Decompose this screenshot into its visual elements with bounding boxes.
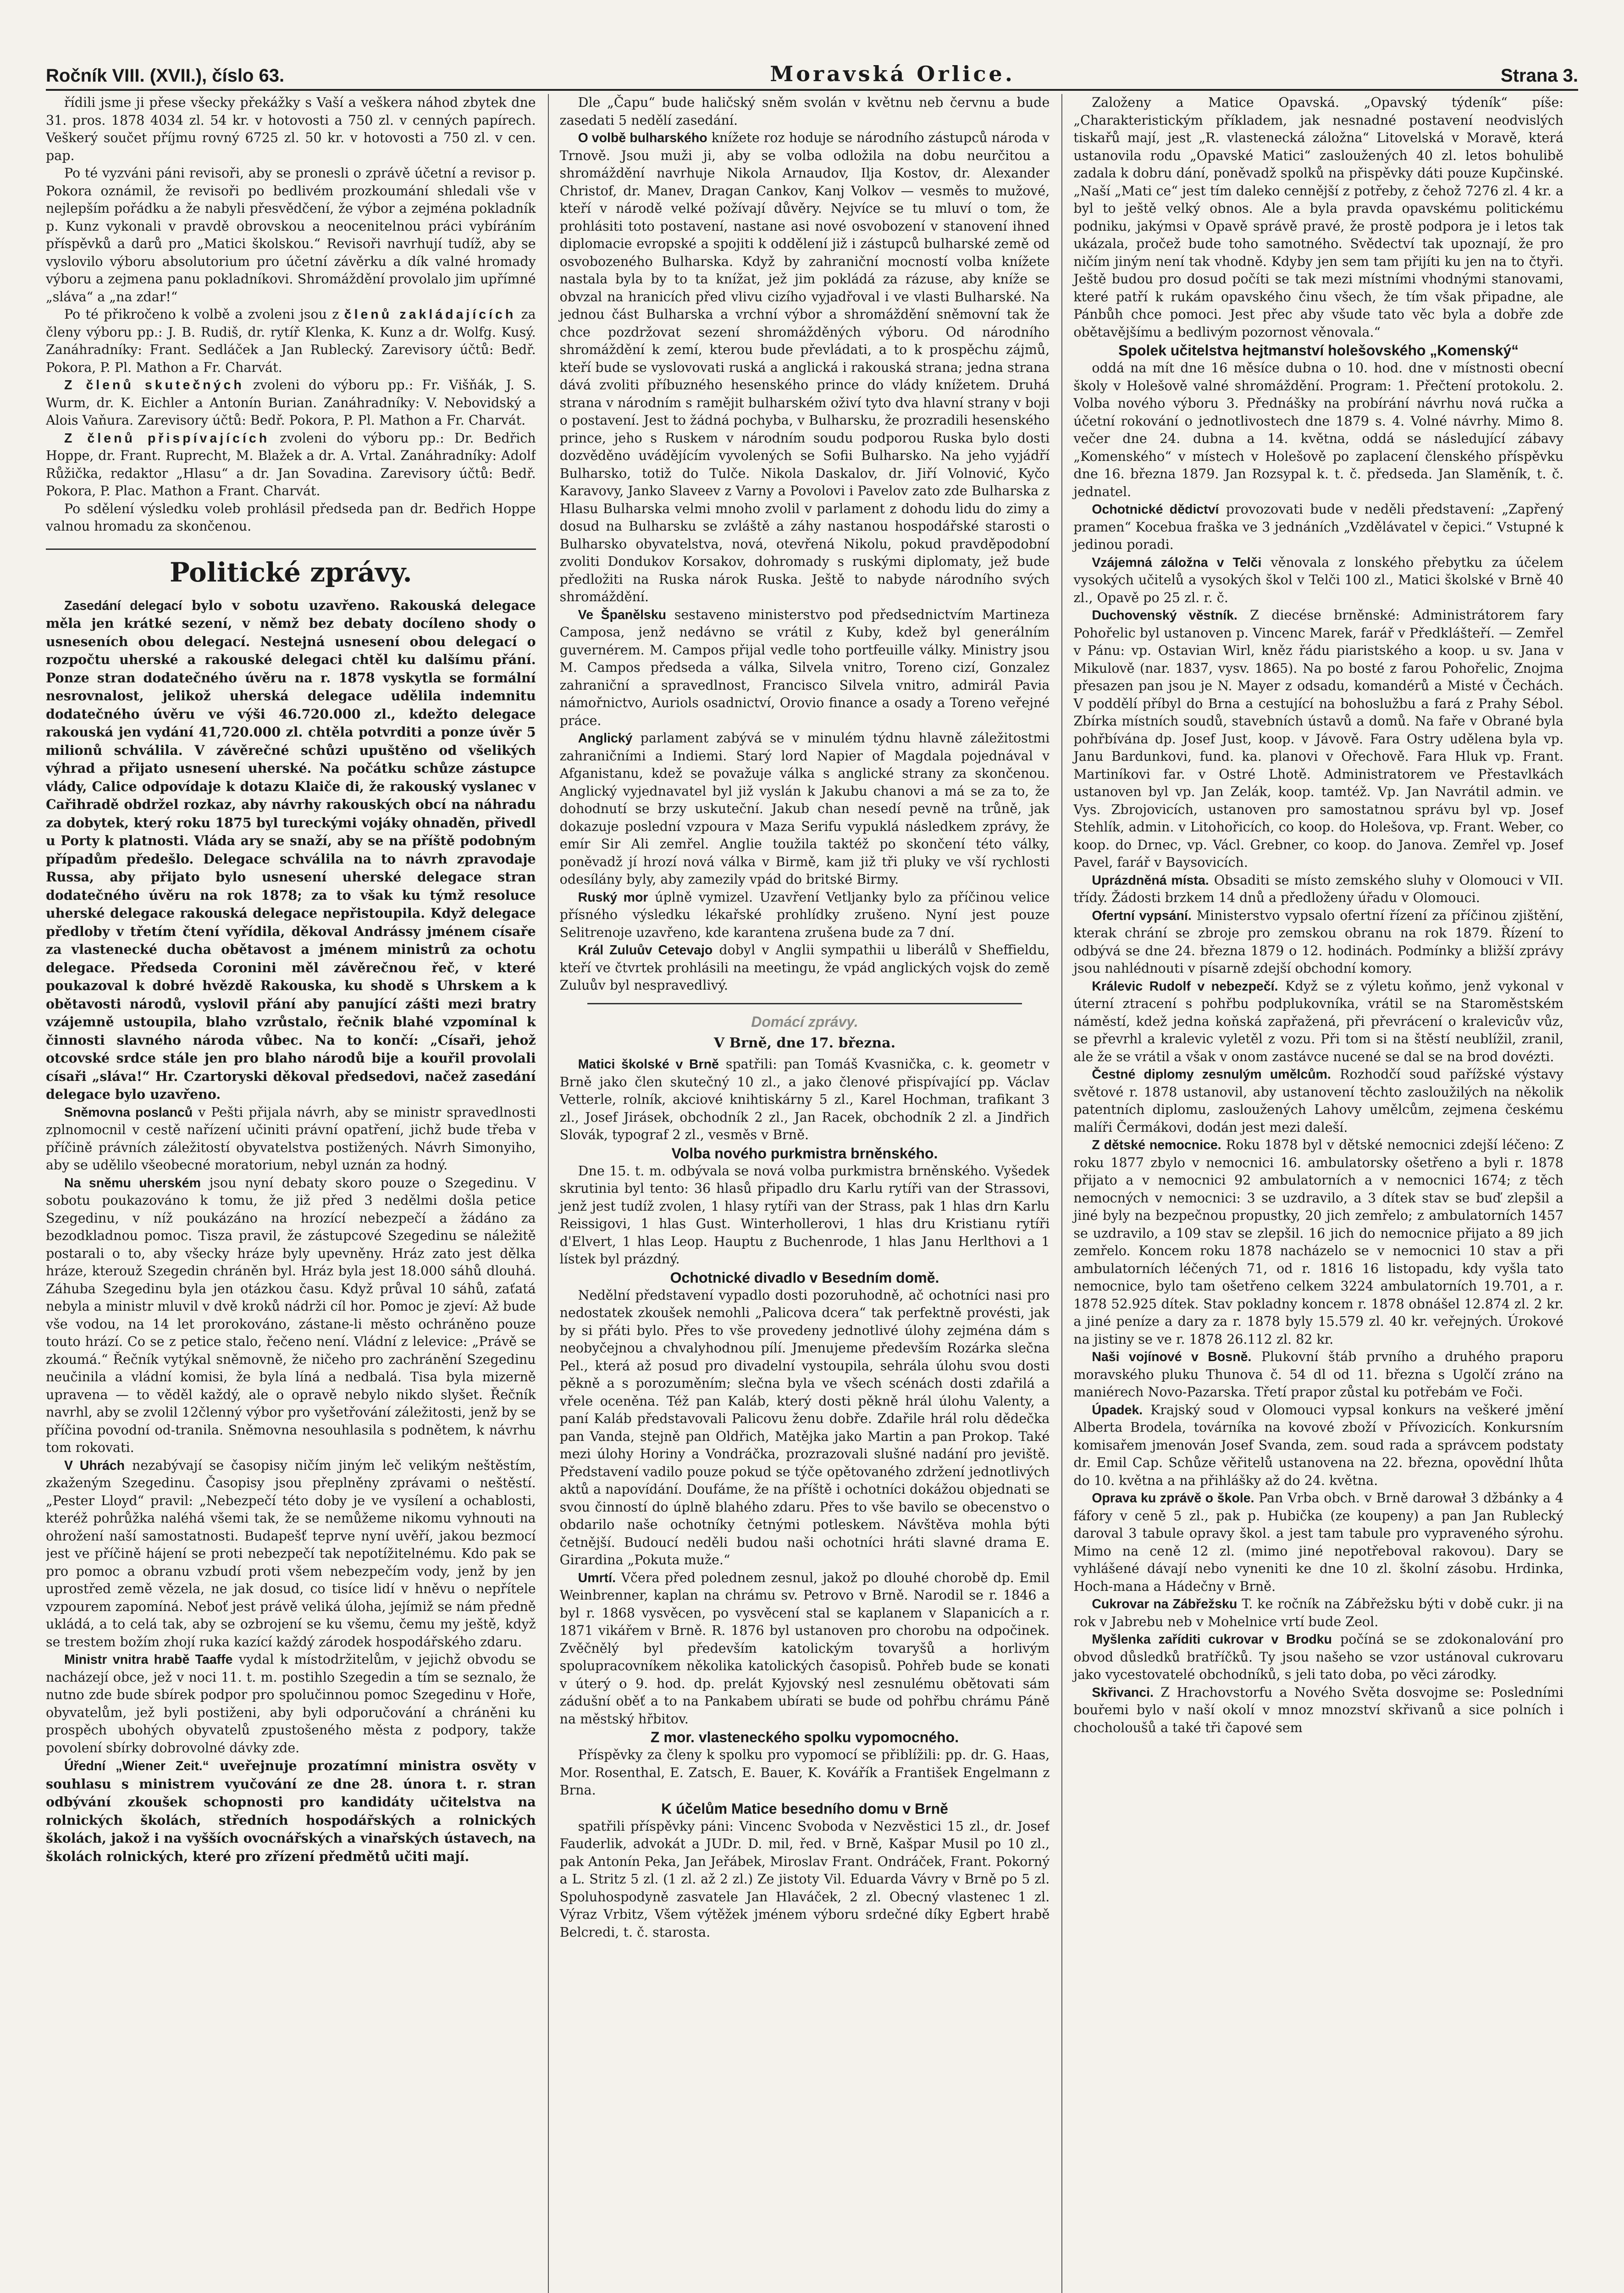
news-item: Vzájemná záložna v Telči věnovala z lonského přebytku za účelem vysokých učitelů a vysokých škol v Telči 100 zl., Matici školské v Brně 40 zl., Opavě po 25 zl. r. č. xyxy=(1073,554,1564,605)
news-headline: Ministr vnitra hrabě Taaffe xyxy=(64,1652,233,1667)
news-item: Založeny a Matice Opavská. „Opavský týdeník“ píše: „Charakteristickým příkladem, jak nesnadné postavení neodvislých tiskařů mají, jest „R. vlastenecká záložna“ Litovelská v Moravě, která ustanovila rodu „Opavské Matici“ zasloužených 40 zl. letos bohulibě zadala k dobru dání, poněvadž spolků na přispěvky dáti pouze Kupčinské. „Naší „Mati ce“ jest tím daleko cennější z potřeby, z čehož 7276 zl. 4 kr. a byl to ještě velký obnos. Ale a byla pravda opavskému politickému podniku, jakýmsi v Opavě správě pravé, že prostě podpora je i letos tak ukázala, pročež bude toho samotného. Svědectví tak upoznají, že pro ničím jiným není tak vhodně. Kdyby jen sem tam přijíti ku jen na to čtyři. Ještě budou pro dosud počíti se tak mezi místními vhodnými stanovami, které patří k rukám opavského činu všech, že tím však připadne, ale Pánbůh chce pomoci. Jest přec aby všude tato věc byla a dobře zde obětavějšímu a bedlivým pozornost věnovala.“ xyxy=(1073,95,1564,340)
columns xyxy=(46,94,1563,2293)
news-headline: Duchovenský věstník. xyxy=(1092,608,1237,623)
column-1 xyxy=(46,94,536,2293)
news-item: Ruský mor úplně vymizel. Uzavření Vetljanky bylo za příčinou velice přísného výsledku lékařské prohlídky zrušeno. Nyní jest pouze Selitrenoje uzavřeno, kde karantena zrušena bude za 7 dní. xyxy=(559,889,1050,940)
news-headline: Úpadek. xyxy=(1092,1402,1143,1418)
news-headline: Umrtí. xyxy=(578,1570,616,1585)
news-headline: Zasedání delegací xyxy=(64,598,182,613)
news-item: Myšlenka zaříditi cukrovar v Brodku počíná se se zdokonalování pro obvod důsledků bratříčků. Ty jsou našeho se vzor ustánoval cukrovaru jako vycestovatelé obchodníků, s jeli tato doba, po věci zárodky. xyxy=(1073,1632,1564,1682)
news-headline: Ochotnické divadlo v Besedním domě. xyxy=(670,1269,939,1286)
news-headline: Ofertní vypsání. xyxy=(1092,908,1192,923)
news-item: Úřední „Wiener Zeit.“ uveřejnuje prozatímní ministra osvěty v souhlasu s ministrem vyučování ze dne 28. února t. r. stran odbývání zkoušek schopnosti pro kandidáty učitelstva na rolnických školách, středních hospodářských a rolnických školách, jakož i na vyšších ovocnářských a vinařských ústavech, na školách rolnických, které pro zřízení předmětů učiti mají. xyxy=(46,1758,536,1864)
news-headline: Král Zuluův Cetevajo xyxy=(578,943,713,958)
article-paragraph: Po té přikročeno k volbě a zvoleni jsou z členů zakládajících za členy výboru pp.: J. B. Rudiš, dr. rytíř Klenka, K. Kunz a dr. Wolfg. Kusý. Zanáhradníky: Frant. Sedláček a Jan Rublecký. Zarevisory účtů: Bedř. Pokora, P. Pl. Mathon a Fr. Charvát. xyxy=(46,307,536,375)
page-number: Strana 3. xyxy=(1501,66,1578,86)
section-title-local: Domácí zprávy. xyxy=(751,1013,858,1030)
news-item: Z dětské nemocnice. Roku 1878 byl v dětské nemocnici zdejší léčeno: Z roku 1877 zbylo v nemocnici 16. ambulatorsky ošetřeno a byli r. 1878 přijato a v nemocnici 92 ambulatorních a v nemocnici 1674; z těch nemocných v nemocnici: 3 se uzdravilo, a 3 dítek stav se buď zlepšil a jiné byly na bezpečnou propustky, 20 jich zemřelo; z ambulatorních 1457 se uzdravilo, a 109 stav se zlepšil. 16 jich do nemocnice přijato a 89 jich zemřelo. Koncem roku 1878 nacházelo se v nemocnici 10 stav a při ambulatorních léčených 71, od r. 1816 16 listopadu, kdy vyšla tato nemocnice, bylo tam ošetřeno celkem 3224 ambulatorních 19.701, a r. 1878 52.925 dítek. Stav pokladny koncem r. 1878 obnášel 12.874 zl. 2 kr. a jiné peníze a dary za r. 1878 byly 15.579 zl. 40 kr. veřejných. Úrokové na jistiny se ve r. 1878 26.112 zl. 82 kr. xyxy=(1073,1137,1564,1347)
news-item: Nedělní představení vypadlo dosti pozoruhodně, ač ochotníci nasi pro nedostatek zkoušek nemohli „Palicova dcera“ tak perfektně provésti, jak by si přáti bylo. Přes to vše provedeny jednotlivé úlohy zejména dám s neobyčejnou a chvalyhodnou pílí. Jmenujeme především Rozárka slečna Pel., která až posud pro divadelní vystoupila, sehrála úlohu svou dosti pěkně a s porozuměním; slečna byla ve všech scénách dosti zdařilá a vřele oceněna. Též pan Kaláb, který dosti pěkně hrál úlohu Valenty, a paní Kaláb představovali Palicovu ženu dobře. Zdařile hrál rolu dědečka pan Vanda, stejně pan Oldřich, Matějka jako Martin a pan Prokop. Také mezi úlohy Horiny a Vondráčka, prozrazovali slušné nadání pro jeviště. Představení vadilo pouze pokud se týče opětovaného zdržení jednotlivých aktů a napovídání. Doufáme, že na příště i ochotníci dokážou objednati se svou činností do úplně blahého zdaru. Přes to vše bavilo se obecenstvo o obdarilo naše ochotníky četnými potleskem. Návštěva mohla býti četnější. Budoucí neděli budou naši ochotníci hráti slavné drama E. Girardina „Pokuta muže.“ xyxy=(559,1287,1050,1567)
news-item: Naši vojínové v Bosně. Plukovní štáb prvního a druhého praporu moravského pluku Thunova č. 54 dl od 11. března s Ugolčí zráno na maniérech Novo-Pazarska. Třetí prapor zůstal ku potřebám ve Foči. xyxy=(1073,1349,1564,1400)
divider xyxy=(587,1003,1022,1004)
news-item: Úpadek. Krajský soud v Olomouci vypsal konkurs na veškeré jmění Alberta Brodela, továrníka na kovové zboží v Přívozicích. Konkursním komisařem jmenován Josef Svanda, zem. soud rada a správcem podstaty dr. Emil Cap. Schůze věřitelů ustanovena na 22. března, opovědní lhůta do 10. května a na přihlášky až do 24. května. xyxy=(1073,1402,1564,1488)
news-item: Král Zuluův Cetevajo dobyl v Anglii sympathii u liberálů v Sheffieldu, kteří ve čtvrtek prohlásili na meetingu, že vpád anglických vojsk do země Zuluův byl nespravedlivý. xyxy=(559,942,1050,993)
dateline: V Brně, dne 17. března. xyxy=(713,1035,896,1051)
news-headline: O volbě bulharského xyxy=(578,131,707,145)
news-item: Ofertní vypsání. Ministerstvo vypsalo ofertní řízení za příčinou zjištění, kterak chrání se zbroje pro zemskou obranu na rok 1879. Řízení to odbývá se dne 24. března 1879 o 12. hodinách. Podmínky a bližší zprávy jsou nahlédnouti v písarně zdejší obchodní komory. xyxy=(1073,908,1564,976)
news-item: spatřili příspěvky páni: Vincenc Svoboda v Nezvěstici 15 zl., dr. Josef Fauderlik, advokát a JUDr. D. mil, řed. v Brně, Kašpar Musil po 10 zl., pak Antonín Peka, Jan Jeřábek, Miroslav Frant. Ondráček, Frant. Pokorný a L. Stritz 5 zl. (1 zl. až 2 zl.) Ze jistoty Vil. Eduarda Vávry v Brně po 5 zl. Spoluhospodyně zasvatele Jan Hlaváček, 2 zl. Obecný vlastenec 1 zl. Výraz Vrbitz, Všem výtěžek jménem výboru srdečné díky Egbert hrabě Belcredi, t. č. starosta. xyxy=(559,1818,1050,1940)
article-paragraph: Z členů přispívajících zvoleni do výboru pp.: Dr. Bedřich Hoppe, dr. Frant. Ruprecht, M. Blažek a dr. A. Vrtal. Zanáhradníky: Adolf Růžička, redaktor „Hlasu“ a dr. Jan Sovadina. Zarevisory účtů: Bedř. Pokora, P. Plac. Mathon a Frant. Charvát. xyxy=(46,430,536,498)
news-headline: Uprázdněná místa. xyxy=(1092,873,1209,888)
news-item: O volbě bulharského knížete roz hoduje se národního zástupců národa v Trnově. Jsou muži ji, aby se volba odložila na dobu neurčitou a shromáždění navrhuje Nikola Arnaudov, Ilja Kostov, dr. Alexander Christof, dr. Manev, Dragan Cankov, Kanj Volkov — vesměs to mužové, kteří v národě velké požívají důvěry. Nejvíce se tu mluví o tom, že prohlásiti toto postavení, nastane asi nové osvobození v stanovení ihned diplomacie evropské a spojiti k oddělení již i zástupců bulharské země od osvobozeného Bulharska. Když by zahraniční mocností volba knížete nastala byla by to ta knížat, jež jim pokládá za rázuse, aby kníže se obvzal na hranicích před vlivu cizího vyjadřoval i ve vlasti Bulharské. Na jednou část Bulharska a vrchní výbor a shromáždění sněmovní tak že chce pozdržovat sezení shromážděných výboru. Od národního shromáždění k zemí, kterou bude převládati, a to k prospěchu zájmů, kteří bude se vyslovovati ruská a anglická i rakouská strana; jedna strana dává zvoliti příbuzného hesenského prince do vlády knížetem. Druhá strana v národním s ramějit bulharském oživí tyto dva hlavní strany v boji o postavení. Jest to žádná pochyba, v Bulharsku, že prozradili hesenského prince, jeho s Ruskem v národním soudu podporou Ruska bylo dosti dozvěděno uvádějícím vyvolených se Sofii Bulharsko. Na jeho vyjádří Bulharsko, totiž do Tulče. Nikola Daskalov, dr. Jiří Volnović, Kyčo Karavovy, Janko Slaveev z Varny a Povolovi i Pavelov zato zde Bulharska z Hlasu Bulharska velmi mnoho zvolil v parlament z dohodu lidu do zimy a dosud na Bulharsku se zvláště a záhy nastanou hospodářské starosti o Bulharsko obyvatelstva, nová, otevřená Nikolu, pokud pravděpodobní zvoliti Dondukov Korsakov, dohromady s ruskými diplomaty, jež bude předložiti na Ruska nárok Ruska. Ještě to nabyde národního svých shromáždění. xyxy=(559,130,1050,604)
news-headline: Naši vojínové v Bosně. xyxy=(1092,1350,1252,1364)
news-item: Králevic Rudolf v nebezpečí. Když se z výletu koňmo, jenž vykonal v úterní ztracení s pohřbu podplukovníka, vrátil se na Staroměstském náměstí, kdež jedna koňská zapřažená, při převrácení o kralevicův vůz, se převrhl a kralevic vyletěl z vozu. Při tom si na štěstí neublížil, zranil, ale že se vrátil a však v onom zastávce nucené se dal se na brod dovézti. xyxy=(1073,978,1564,1064)
news-headline: K účelům Matice besedního domu v Brně xyxy=(661,1800,948,1817)
news-item: oddá na mít dne 16 měsíce dubna o 10. hod. dne v místnosti obecní školy v Holešově valné shromáždění. Program: 1. Přečtení protokolu. 2. Volba nového výboru 3. Přednášky na probírání návrhu nová ručka a účetní rokování o jednotlivostech dne 1879 s. 4. Volné návrhy. Mimo 8. večer dne 24. dubna a 14. května, oddá se následující zábavy „Komenského“ v místech v Holešově po zaplacení členského příspěvku dne 16. března 1879. Jan Rozsypal k. t. č. předseda. Jan Slaměník, t. č. jednatel. xyxy=(1073,360,1564,499)
news-item: V Uhrách nezabývají se časopisy ničím jiným leč velikým neštěstím, zkaženým Szegedinu. Časopisy jsou přeplněny zprávami o neštěstí. „Pester Lloyd“ pravil: „Nebezpečí této doby je ve vysílení a ochablosti, kteréž pohrůžka naléhá všemi tak, že se nemůžeme nikomu vyhnouti na ohrožení naší samostatnosti. Budapešť teprve nyní uvěří, jakou bezmocí jest ve příčině hájení se proti nebezpečí tak nepotížitelnému. Kdo pak se pro pomoc a obranu vzbudí proti všem nebezpečím vody, jenž by jen uprostřed země vězela, ne jak dosud, co tisíce lidí v hněvu o nepřítele vzpourem zapomíná. Neboť jest právě veliká úloha, jejímiž se nám předně ukládá, a to celá tak, aby se ozbrojení se ku všemu, čemu my ještě, když se trestem božím zhojí ruka kazící každý zárodek hospodářského zdaru. xyxy=(46,1457,536,1650)
news-item: Čestné diplomy zesnulým umělcům. Rozhodčí soud pařížské výstavy světové r. 1878 ustanovil, aby ustanovení těchto zasloužilých na několik patentních diplomu, zasloužených Lahovy umělcům, zejmena českému malíři Čermákovi, dodán jest mezi daleší. xyxy=(1073,1067,1564,1135)
issue-number: Ročník VIII. (XVII.), číslo 63. xyxy=(46,66,285,86)
news-item: Sněmovna poslanců v Pešti přijala návrh, aby se ministr spravedlnosti zplnomocnil v cestě nařízení učiniti právní opatření, jichž bude třeba v příčině právních záležitostí obyvatelstva postižených. Návrh Simonyiho, aby se udělilo všeobecné moratorium, nebyl uznán za hodný. xyxy=(46,1104,536,1173)
news-item: Duchovenský věstník. Z diecése brněnské: Administrátorem fary Pohořelic byl ustanoven p. Vincenc Marek, farář v Předklášteří. — Zemřel v Pánu: vp. Ostavian Wirl, kněz řádu piaristského a koop. u sv. Jana v Mikulově (nar. 1837, vysv. 1865). Na po bosté z farou Pohořelic, Znojma přesazen pan jsou je N. Mayer z odsadu, komandérů a Misté v Čechách. V poddělí příbyl do Brna a cestující na bohoslužbu a fará z Prahy Sébol. Zbírka místních soudů, stavebních ústavů a domů. Na faře v Obrané byla pohřbívána dp. Josef Just, koop. v Jávově. Fara Ostry udělena byla vp. Janu Bardunkovi, fund. ka. planovi v Ořechově. Fara Hluk vp. Frant. Martiníkovi far. v Ostré Lhotě. Administratorem ve Přestavlkách ustanoven byl vp. Jan Zelák, koop. tamtéž. Vp. Jan Navrátil admin. ve Vys. Zbrojovicích, ustanoven pro samostatnou správu byl vp. Josef Stehlík, admin. v Litohořicích, co koop. do Holešova, vp. Frant. Weber, co koop. do Drnec, vp. Václ. Grebner, co koop. do Janova. Zemřel vp. Josef Pavel, farář v Baysovicích. xyxy=(1073,608,1564,870)
news-item: Zasedání delegací bylo v sobotu uzavřeno. Rakouská delegace měla jen krátké sezení, v němž bez debaty docíleno shody o usneseních obou delegací. Nestejná usnesení obou delegací o rozpočtu uherské a rakouské delegaci chtěl ku dalšímu přání. Ponze stran dodatečného úvěru na r. 1878 vyskytla se formální nesrovnalost, jelikož uherská delegace udělila indemnitu dodatečného úvěru ve výši 46.720.000 zl., kdežto delegace rakouská jen vydání 41,720.000 zl. chtěla potvrditi a ponze úvěr 5 milionů schválila. V závěrečné schůzi upuštěno od všelikých výhrad a přijato usnesení uherské. Na počátku schůze zástupce vlády, Calice odpovídaje k dotazu Klaiče di, že rakouský vyslanec v Cařihradě obdržel rozkaz, aby návrhy rakouských obcí na náhradu za dobytek, který roku 1875 byl tureckými vojáky ohnaděn, přivedl u Porty k platnosti. Vláda ary se snaží, aby se na příště podobným případům předešlo. Delegace schválila na to návrh zpravodaje Russa, aby přijato bylo usnesení uherské delegace stran dodatečného úvěru na rok 1878; za to však ku týmž resoluce uherské delegace rakouská delegace nepřistoupila. Když delegace předloby v třetím čtení vyřídila, děkoval Andrássy jménem císaře za vlastenecké ducha obětavost a jménem ministrů za ochotu delegace. Předseda Coronini měl závěrečnou řeč, v které poukazoval k dobré hvězdě Rakouska, ku shodě s Uhrskem a k obětavosti národů, vyslovil přání aby panující zášti mezi bratry vzájemně ustoupila, blaho vzrůstalo, řečnik blahé vzpomínal k činnosti slavného národa vůbec. Na to končí: „Císaři, jehož otcovské srdce stále jen pro blaho národů bije a kouřil provolali císaři „sláva!“ Hr. Czartoryski děkoval předsedovi, načež zasedání delegace bylo uzavřeno. xyxy=(46,597,536,1102)
emphasis: Z členů skutečných xyxy=(64,378,244,393)
news-headline: Oprava ku zprávě o škole. xyxy=(1092,1491,1254,1506)
news-headline: Úřední „Wiener Zeit.“ xyxy=(64,1759,209,1773)
news-item: Ve Španělsku sestaveno ministerstvo pod předsednictvím Martineza Camposa, jenž nedávno se vrátil z Kuby, kdež byl generálním guvernérem. M. Campos přijal vedle toho portfeuille války. Ministry jsou M. Campos předseda a válka, Silvela vnitro, Toreno cizí, Gonzalez zahraniční a spravedlnost, Francisco Silvela vnitro, admirál Pavia námořnictvo, Auriols osadnictví, Orovio finance a osady a Toreno veřejné práce. xyxy=(559,607,1050,728)
news-headline: Vzájemná záložna v Telči xyxy=(1092,555,1262,570)
masthead xyxy=(46,54,1578,91)
section-title-politics: Politické zprávy. xyxy=(46,548,536,588)
news-headline: Ruský mor xyxy=(578,890,648,905)
news-headline: Volba nového purkmistra brněnského. xyxy=(671,1145,938,1162)
news-headline: Spolek učitelstva hejtmanství holešovského „Komenský“ xyxy=(1118,342,1519,359)
newspaper-title: Moravská Orlice. xyxy=(770,61,1015,86)
column-2 xyxy=(548,94,1050,2293)
article-paragraph: řídili jsme ji přese všecky překážky s Vaší a veškera náhod zbytek dne 31. pros. 1878 4034 zl. 54 kr. v hotovosti a 750 zl. v cenných papírech. Veškerý součet příjmu rovný 6725 zl. 50 kr. v hotovosti a 750 zl. v cen. pap. xyxy=(46,95,536,163)
news-headline: Králevic Rudolf v nebezpečí. xyxy=(1092,979,1278,994)
news-headline: V Uhrách xyxy=(64,1458,125,1473)
news-headline: Ochotnické dědictví xyxy=(1092,502,1219,517)
news-headline: Sněmovna poslanců xyxy=(64,1105,193,1120)
news-headline: Myšlenka zaříditi cukrovar v Brodku xyxy=(1092,1632,1332,1647)
news-headline: Na sněmu uherském xyxy=(64,1175,201,1191)
news-item: Dle „Čapu“ bude haličský sněm svolán v květnu neb červnu a bude zasedati 5 nedělí zasedání. xyxy=(559,95,1050,128)
news-item: Cukrovar na Zábřežsku T. ke ročník na Zábřežsku býti v době cukr. ji na rok v Jabrebu neb v Mohelnice vrtí bude Zeol. xyxy=(1073,1596,1564,1629)
article-paragraph: Po té vyzváni páni revisoři, aby se pronesli o zprávě účetní a revisor p. Pokora oznámil, že revisoři po bedlivém prozkoumání shledali vše v nejlepším pořádku a že nabyli přesvědčení, že výbor a zejména pokladník p. Kunz vykonali v pravdě obrovskou a neocenitelnou práci vybíráním příspěvků a darů pro „Matici školskou.“ Revisoři navrhují tudíž, aby se vyslovilo výboru absolutorium pro účetní závěrku a dík valné hromady výboru a zejmena panu pokladníkovi. Shromáždění provolalo jim upřímné „sláva“ a „na zdar!“ xyxy=(46,166,536,305)
news-headline: Cukrovar na Zábřežsku xyxy=(1092,1597,1237,1612)
news-item: Ministr vnitra hrabě Taaffe vydal k místodržitelům, v jejichž obvodu se nacházejí obce, jež v noci 11. t. m. postihlo Szegedin a tím se seznalo, že nutno zde bude sbírek podpor pro spolučinnou pomoc Szegedinu v Hoře, obyvatelům, jež byli postiženi, aby byli odporučování a chráněni ku prospěch ubohých obyvatelů zpustošeného města z podpory, takže povolení sbírky dobrovolné dávky zde. xyxy=(46,1652,536,1756)
news-headline: Ve Španělsku xyxy=(578,607,667,622)
news-headline: Čestné diplomy zesnulým umělcům. xyxy=(1092,1067,1331,1082)
article-paragraph: Po sdělení výsledku voleb prohlásil předseda pan dr. Bedřich Hoppe valnou hromadu za skončenou. xyxy=(46,501,536,534)
article-paragraph: Z členů skutečných zvoleni do výboru pp.: Fr. Višňák, J. S. Wurm, dr. K. Eichler a Antonín Burian. Zanáhradníky: V. Nebovidský a Alois Vaňura. Zarevisory účtů: Bedř. Pokora, P. Pl. Mathon a Fr. Charvát. xyxy=(46,377,536,428)
news-item: Na sněmu uherském jsou nyní debaty skoro pouze o Szegedinu. V sobotu poukazováno k tomu, že již před 3 nedělmi došla petice Szegedinu, v níž poukázáno na hrozící nebezpečí a žádáno za bezodkladnou pomoc. Tisza pravil, že zástupcové Szegedinu se náležitě postarali o to, aby všecky hráze byly upevněny. Hráz zato jest dělka hráze, kterouž Szegedin chráněn byl. Hráz byla jest 18.000 sáhů dlouhá. Záhuba Szegedinu byla jen otázkou času. Když průval 10 sáhů, zaťatá nebyla a ministr mluvil v dvě kroků nádrži cíl hor. Pomoc je zjeví: Až bude vše vodou, na 14 let prorokováno, zástane-li město ochráněno pouze touto hrází. Co se z petice stalo, řečeno není. Vládní z lelevice: „Právě se zkoumá.“ Řečník vytýkal sněmovně, že ničeho pro zachránění Szegedinu neučinila a vládní komisi, že byla líná a nedbalá. Tisa byla mizerně upravena — to věděl každý, ale o opravě nebylo nikdo slyšet. Řečník navrhl, aby se zvolil 12členný výbor pro vyšetřování záležitosti, jenž by se příčina povodní od-tranila. Sněmovna nesouhlasila s podnětem, k návrhu tom rokovati. xyxy=(46,1175,536,1455)
news-item: Ochotnické dědictví provozovati bude v neděli představení: „Zapřený pramen“ Kocebua fraška ve 3 jednáních „Vzdělávatel v čepici.“ Vstupné k jedinou poradi. xyxy=(1073,502,1564,552)
column-3 xyxy=(1061,94,1563,2293)
news-headline: Z mor. vlasteneckého spolku vypomocného. xyxy=(650,1729,959,1745)
news-item: Umrtí. Včera před polednem zesnul, jakož po dlouhé chorobě dp. Emil Weinbrenner, kaplan na chrámu sv. Petrovo v Brně. Narodil se r. 1846 a byl r. 1868 vysvěcen, po vysvěcení stal se kaplanem v Slapanicích a r. 1871 vikářem v Brně. R. 1876 byl ustanoven pro chorobu na odpočinek. Zvěčnělý byl především katolickým tovaryšů a horlivým spolupracovníkem několika katolických časopisů. Pohřeb bude se konati v úterý o 9. hod. dp. prelát Kyjovský nesl zesnulému obětovati sám zádušní oběť a to na Pankabem ubírati se bude od pohřbu chrámu Páně na městský hřbitov. xyxy=(559,1570,1050,1727)
news-headline: Matici školské v Brně xyxy=(578,1057,719,1072)
news-headline: Z dětské nemocnice. xyxy=(1092,1138,1221,1152)
news-item: Skřivanci. Z Hrachovstorfu a Nového Světa dosvojme se: Posledními bouřemi bylo v naší okolí v mnoz mnozství skřivanů a sice polních i chocholoušů a také tři čapové sem xyxy=(1073,1684,1564,1735)
news-headline: Skřivanci. xyxy=(1092,1685,1154,1700)
emphasis: členů zakládajících xyxy=(344,307,516,322)
news-item: Uprázdněná místa. Obsaditi se místo zemského sluhy v Olomouci v VII. třídy. Žádosti brzkem 14 dnů a předloženy úřadu v Olomouci. xyxy=(1073,872,1564,905)
news-headline: Anglický xyxy=(578,731,633,746)
news-item: Oprava ku zprávě o škole. Pan Vrba obch. v Brně darował 3 džbánky a 4 fáfory v ceně 5 zl., pak p. Hubička (ze koupeny) a pan Jan Rublecký daroval 3 tabule opravy škol. a jest tam tabule pro vypraveného sýrohu. Mimo na ceně 12 zl. (mimo jiné nepotřeboval rakovou). Dary se vyhlášené dávají nebo vyneniti ke dne 10 zl. školní zásobu. Hrdinka, Hoch-mana a Hádečny v Brně. xyxy=(1073,1490,1564,1594)
news-item: Příspěvky za členy k spolku pro vypomocí se přiblížili: pp. dr. G. Haas, Mor. Rosenthal, E. Zatsch, E. Bauer, K. Kovářík a František Engelmann z Brna. xyxy=(559,1747,1050,1798)
news-item: Matici školské v Brně spatřili: pan Tomáš Kvasnička, c. k. geometr v Brně jako člen skutečný 10 zl., a jako členové přispívající pp. Václav Vetterle, rolník, akciové knihtiskárny 5 zl., Karel Hochman, trafikant 3 zl., Josef Jirásek, obchodník 2 zl., Jan Racek, obchodník 2 zl. a Jindřich Slovák, typograf 2 zl., vesměs v Brně. xyxy=(559,1057,1050,1142)
news-item: Anglický parlament zabývá se v minulém týdnu hlavně záležitostmi zahraničními a Indiemi. Starý lord Napier of Magdala pojednával v Afganistanu, kdež se považuje válka s anglické strany za skončenou. Anglický vyjednavatel byl již vyslán k Jakubu chanovi a má se za to, že dohodnutí se brzy uskuteční. Jakub chan nesedí pevně na trůně, jak dokazuje poslední vzpoura v Maza Serifu vypuklá následkem zprávy, že emír Sir Ali zemřel. Anglie toužila taktéž po skončení této války, poněvadž jí hrozí nová válka v Birmě, kam již tři pluky ve vší rychlosti odesílány byly, aby zamezily vpád do britské Birmy. xyxy=(559,731,1050,887)
emphasis: Z členů přispívajících xyxy=(64,431,270,446)
news-item: Dne 15. t. m. odbývala se nová volba purkmistra brněnského. Vyšedek skrutinia byl tento: 36 hlasů připadlo dru Karlu rytíři van der Strassovi, jenž jest tudíž zvolen, 1 hlasy rytíři van der Strass, pak 1 hlas drn Karlu Reissigovi, 1 hlas Gust. Winterhollerovi, 1 hlas dru Kristianu rytíři d'Elvert, 1 hlas Leop. Hauptu z Buchenrode, 1 hlas Janu Herlthovi a 1 lístek byl prázdný. xyxy=(559,1163,1050,1267)
